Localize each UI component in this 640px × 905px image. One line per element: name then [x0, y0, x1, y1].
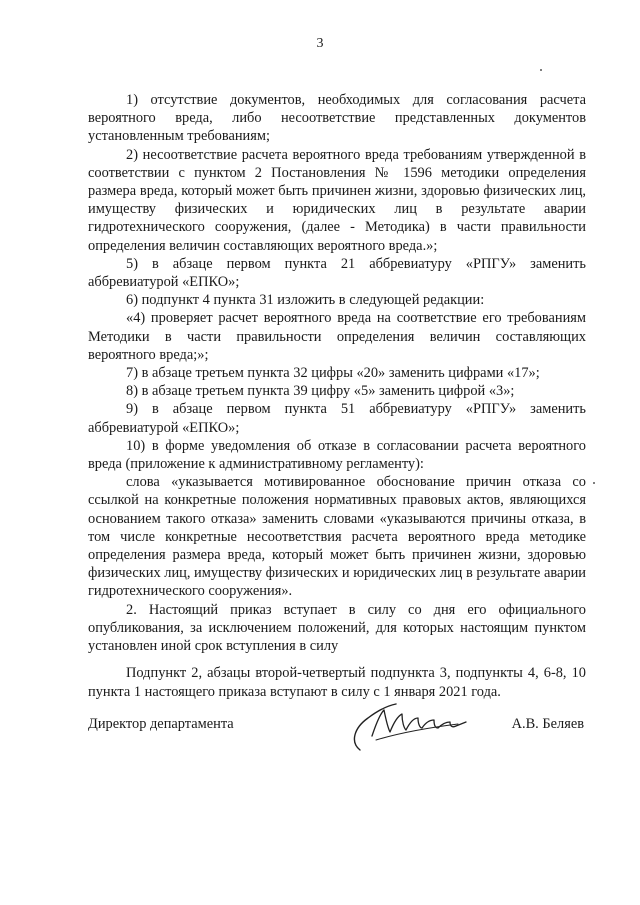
paragraph-item-8: 8) в абзаце третьем пункта 39 цифру «5» заменить цифрой «3»; [126, 383, 515, 400]
signatory-title: Директор департамента [88, 716, 234, 732]
paragraph-words-replacement: слова «указывается мотивированное обоснование причин отказа со ссылкой на конкретные положения нормативных правовых актов, являющихся основанием такого отказа» заменить словами «указываются причины отказа, в том числе конкретные несоответствия расчета вероятного вреда методике определения размера вреда, который может быть причинен жизни, здоровью физических лиц, имуществу физических и юридических лиц в результате аварии гидротехнического сооружения». [88, 474, 586, 600]
signatory-name: А.В. Беляев [511, 716, 584, 732]
paragraph-quoted-subpoint-4: «4) проверяет расчет вероятного вреда на соответствие его требованиям Методики в части правильности определения величин составляющих вероятного вреда;»; [88, 310, 586, 363]
paragraph-item-10: 10) в форме уведомления об отказе в согласовании расчета вероятного вреда (приложение к административному регламенту): [88, 437, 586, 473]
handwritten-signature [346, 698, 478, 756]
signature-block [88, 706, 586, 756]
scan-speck [593, 482, 595, 484]
paragraph-item-5: 5) в абзаце первом пункта 21 аббревиатуру «РПГУ» заменить аббревиатурой «ЕПКО»; [88, 255, 586, 291]
paragraph-item-6: 6) подпункт 4 пункта 31 изложить в следующей редакции: [126, 292, 485, 309]
scan-speck [540, 69, 542, 71]
paragraph-item-2: 2) несоответствие расчета вероятного вреда требованиям утвержденной в соответствии с пунктом 2 Постановления № 1596 методики определения размера вреда, который может быть причинен жизни, здоровью физических лиц, имуществу физических и юридических лиц в результате аварии гидротехнического сооружения, (далее - Методика) в части правильности определения величин составляющих вероятного вреда.»; [88, 146, 586, 254]
page-number: 3 [316, 36, 324, 51]
paragraph-item-9: 9) в абзаце первом пункта 51 аббревиатуру «РПГУ» заменить аббревиатурой «ЕПКО»; [88, 401, 586, 436]
paragraph-effective-date: 2. Настоящий приказ вступает в силу со дня его официального опубликования, за исключением положений, для которых настоящим пунктом установлен иной срок вступления в силу [88, 601, 586, 655]
document-body [88, 91, 586, 701]
paragraph-item-1: 1) отсутствие документов, необходимых для согласования расчета вероятного вреда, либо несоответствие представленных документов установленным требованиям; [88, 92, 586, 145]
paragraph-effective-exceptions: Подпункт 2, абзацы второй-четвертый подпункта 3, подпункты 4, 6-8, 10 пункта 1 настоящего приказа вступают в силу с 1 января 2021 года. [88, 665, 586, 700]
paragraph-item-7: 7) в абзаце третьем пункта 32 цифры «20» заменить цифрами «17»; [126, 365, 540, 382]
